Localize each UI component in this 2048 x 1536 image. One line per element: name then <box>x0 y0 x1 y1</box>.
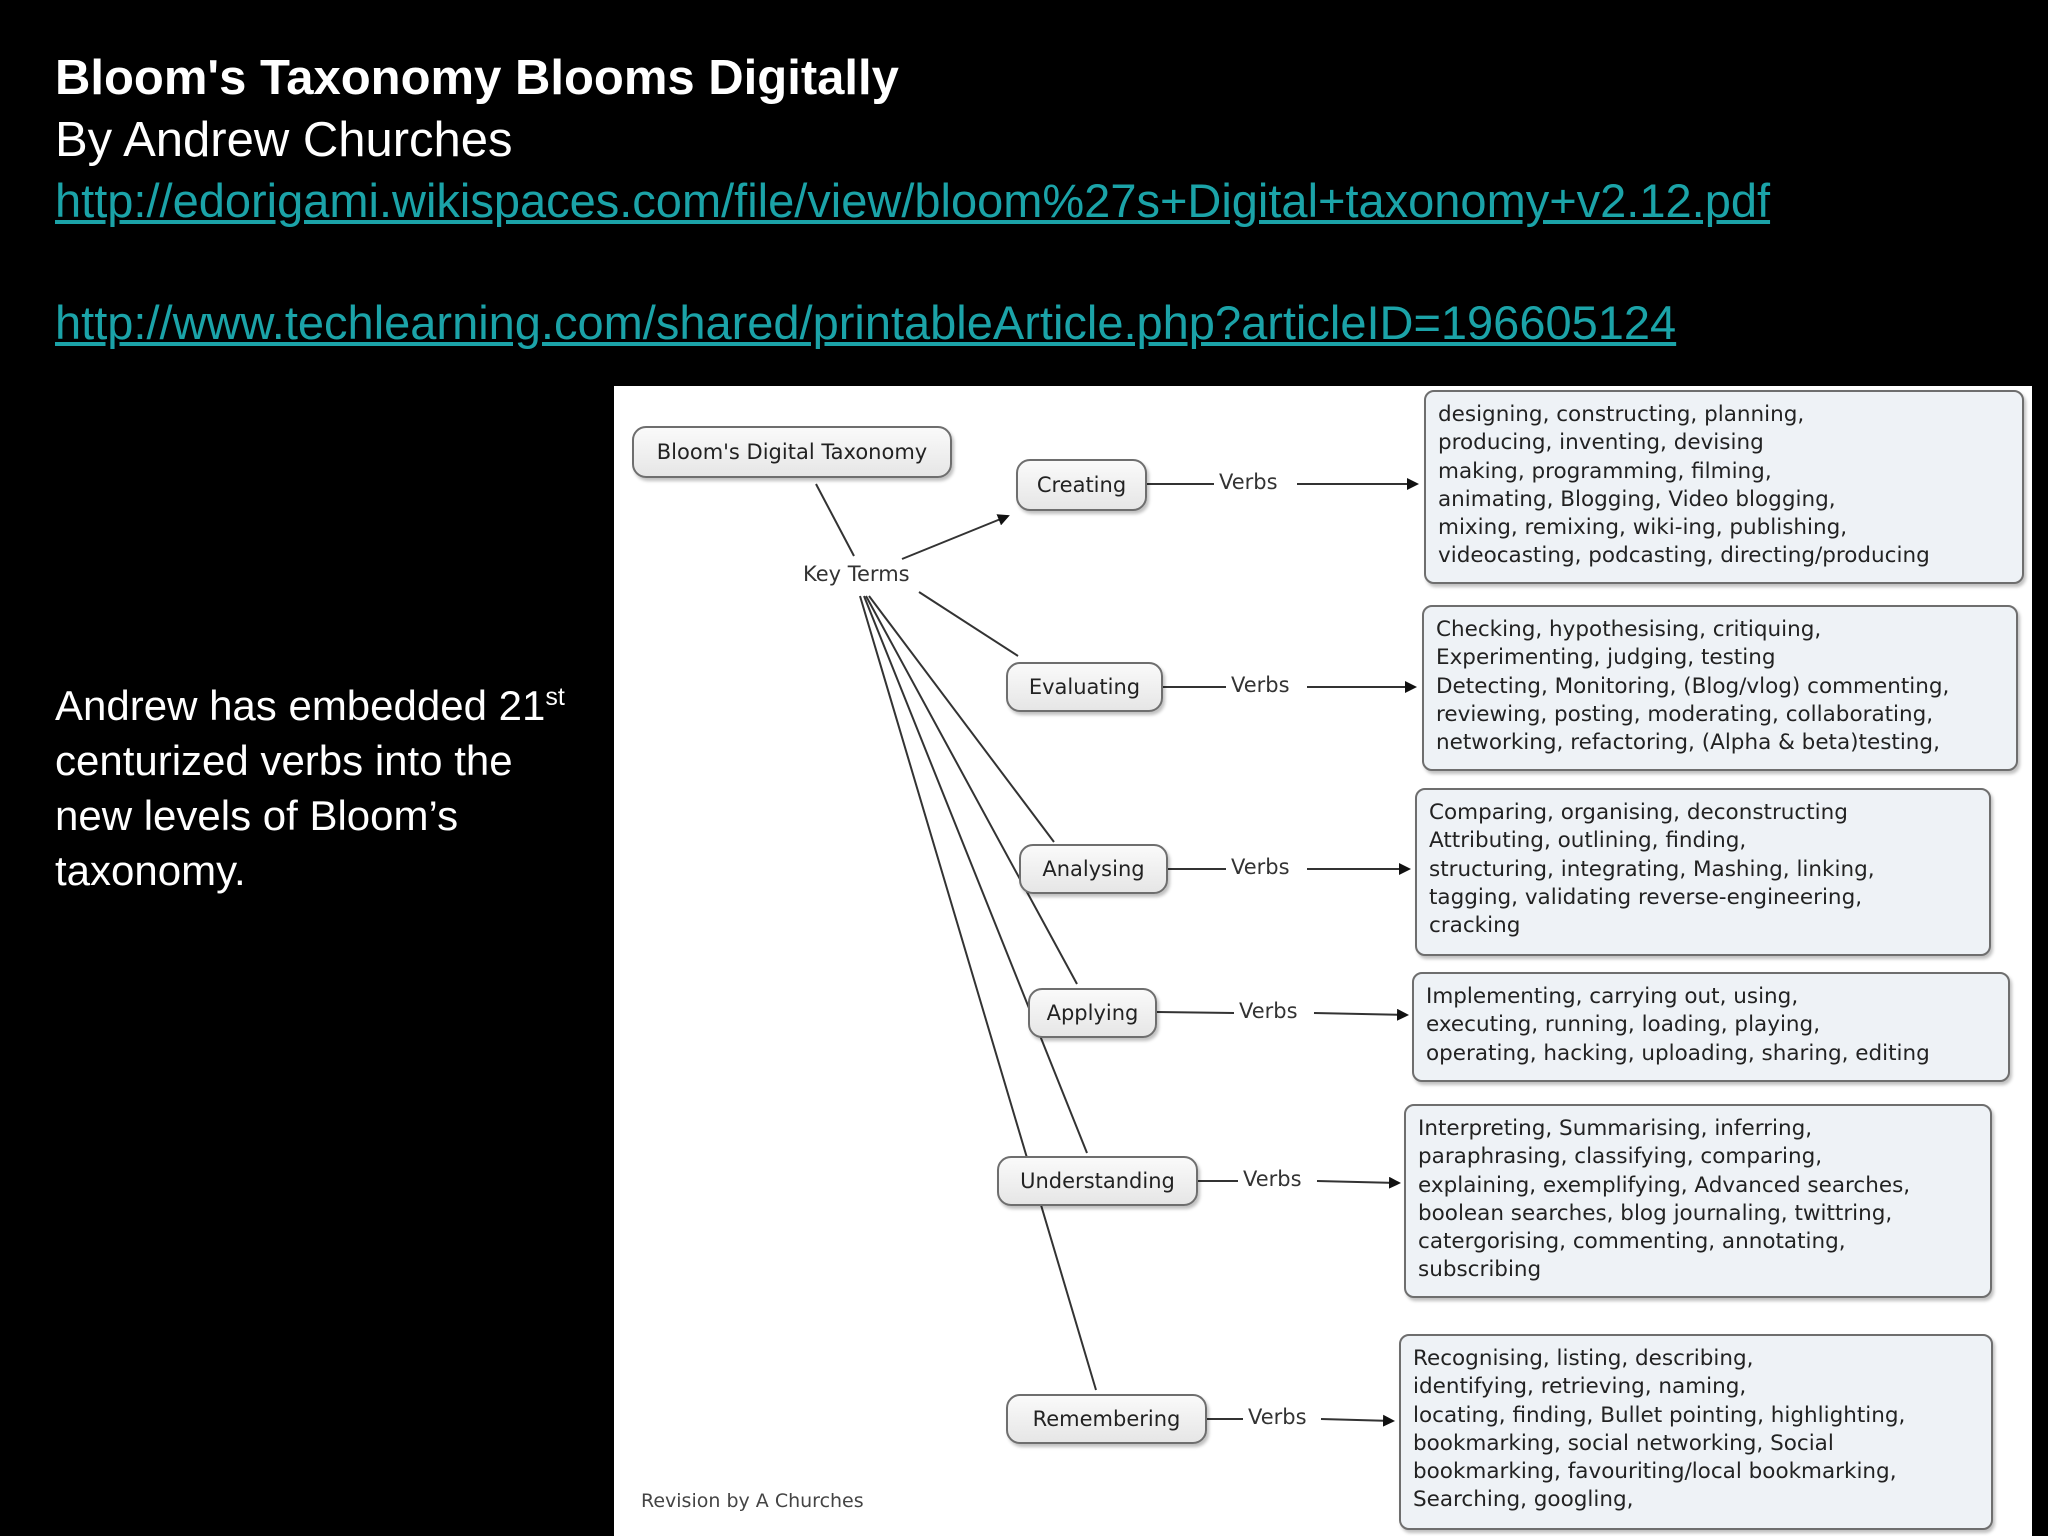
level-node-remembering: Remembering <box>1006 1394 1207 1444</box>
keyterms-to-creating-line <box>902 516 1008 559</box>
applying-to-verbs-line <box>1157 1012 1234 1013</box>
verb-line: bookmarking, social networking, Social <box>1413 1430 1834 1456</box>
verb-box-applying <box>1412 972 2010 1082</box>
level-node-analysing: Analysing <box>1019 844 1168 894</box>
verb-line: mixing, remixing, wiki-ing, publishing, <box>1438 515 1848 541</box>
applying-verbs-arrow <box>1314 1013 1407 1015</box>
level-node-applying: Applying <box>1028 988 1157 1038</box>
verb-line: cracking <box>1429 913 1521 939</box>
article-link[interactable]: http://www.techlearning.com/shared/printableArticle.php?articleID=196605124 <box>55 296 1677 349</box>
verbs-label-creating: Verbs <box>1214 470 1283 494</box>
verb-line: making, programming, filming, <box>1438 458 1772 484</box>
verb-box-understanding <box>1404 1104 1992 1298</box>
verb-line: animating, Blogging, Video blogging, <box>1438 486 1836 512</box>
verb-box-remembering <box>1399 1334 1993 1530</box>
verb-line: subscribing <box>1418 1257 1542 1283</box>
verbs-label-understanding: Verbs <box>1238 1167 1307 1191</box>
verb-line: executing, running, loading, playing, <box>1426 1012 1821 1038</box>
verb-line: bookmarking, favouriting/local bookmarking, <box>1413 1459 1897 1485</box>
slide-author: By Andrew Churches <box>55 113 513 167</box>
keyterms-to-applying-line <box>866 596 1077 984</box>
verb-line: paraphrasing, classifying, comparing, <box>1418 1144 1823 1170</box>
note-text-end: centurized verbs into the new levels of Bloom’s taxonomy. <box>55 737 513 894</box>
verb-line: tagging, validating reverse-engineering, <box>1429 884 1863 910</box>
verb-line: identifying, retrieving, naming, <box>1413 1374 1747 1400</box>
taxonomy-diagram <box>614 386 2032 1536</box>
verb-line: structuring, integrating, Mashing, linking, <box>1429 856 1875 882</box>
slide-title: Bloom's Taxonomy Blooms Digitally <box>55 51 899 105</box>
verb-line: reviewing, posting, moderating, collaborating, <box>1436 701 1934 727</box>
slide-note <box>55 678 595 898</box>
understanding-verbs-arrow <box>1317 1181 1399 1183</box>
verb-line: videocasting, podcasting, directing/producing <box>1438 543 1930 569</box>
revision-credit: Revision by A Churches <box>641 1490 864 1512</box>
verb-line: boolean searches, blog journaling, twittring, <box>1418 1200 1893 1226</box>
verb-box-evaluating <box>1422 605 2018 771</box>
key-terms-label: Key Terms <box>798 562 915 586</box>
verb-line: Checking, hypothesising, critiquing, <box>1436 617 1822 642</box>
pdf-link[interactable]: http://edorigami.wikispaces.com/file/view/bloom%27s+Digital+taxonomy+v2.12.pdf <box>55 174 1771 227</box>
verbs-label-evaluating: Verbs <box>1226 673 1295 697</box>
verb-line: networking, refactoring, (Alpha & beta)testing, <box>1436 730 1940 756</box>
verb-line: Recognising, listing, describing, <box>1413 1346 1754 1371</box>
verb-line: explaining, exemplifying, Advanced searches, <box>1418 1172 1911 1198</box>
root-to-keyterms-line <box>816 484 854 556</box>
root-node: Bloom's Digital Taxonomy <box>632 426 952 478</box>
verb-line: designing, constructing, planning, <box>1438 402 1805 427</box>
verb-line: Implementing, carrying out, using, <box>1426 984 1799 1009</box>
verbs-label-applying: Verbs <box>1234 999 1303 1023</box>
verb-line: Attributing, outlining, finding, <box>1429 828 1747 854</box>
note-text-start: Andrew has embedded 21 <box>55 682 546 729</box>
level-node-understanding: Understanding <box>997 1156 1198 1206</box>
verb-line: producing, inventing, devising <box>1438 430 1764 456</box>
verb-box-creating <box>1424 390 2024 584</box>
verb-line: Searching, googling, <box>1413 1487 1634 1513</box>
verb-box-analysing <box>1415 788 1991 956</box>
remembering-verbs-arrow <box>1321 1419 1393 1421</box>
verb-line: Experimenting, judging, testing <box>1436 645 1776 671</box>
verb-line: Detecting, Monitoring, (Blog/vlog) commenting, <box>1436 673 1950 699</box>
keyterms-to-evaluating-line <box>919 592 1018 656</box>
verb-line: Interpreting, Summarising, inferring, <box>1418 1116 1813 1141</box>
note-superscript: st <box>545 683 565 711</box>
verb-line: Comparing, organising, deconstructing <box>1429 800 1848 825</box>
level-node-creating: Creating <box>1016 459 1147 511</box>
verb-line: operating, hacking, uploading, sharing, editing <box>1426 1040 1930 1066</box>
level-node-evaluating: Evaluating <box>1006 662 1163 712</box>
verbs-label-remembering: Verbs <box>1243 1405 1312 1429</box>
verbs-label-analysing: Verbs <box>1226 855 1295 879</box>
verb-line: locating, finding, Bullet pointing, highlighting, <box>1413 1402 1906 1428</box>
verb-line: catergorising, commenting, annotating, <box>1418 1229 1846 1255</box>
